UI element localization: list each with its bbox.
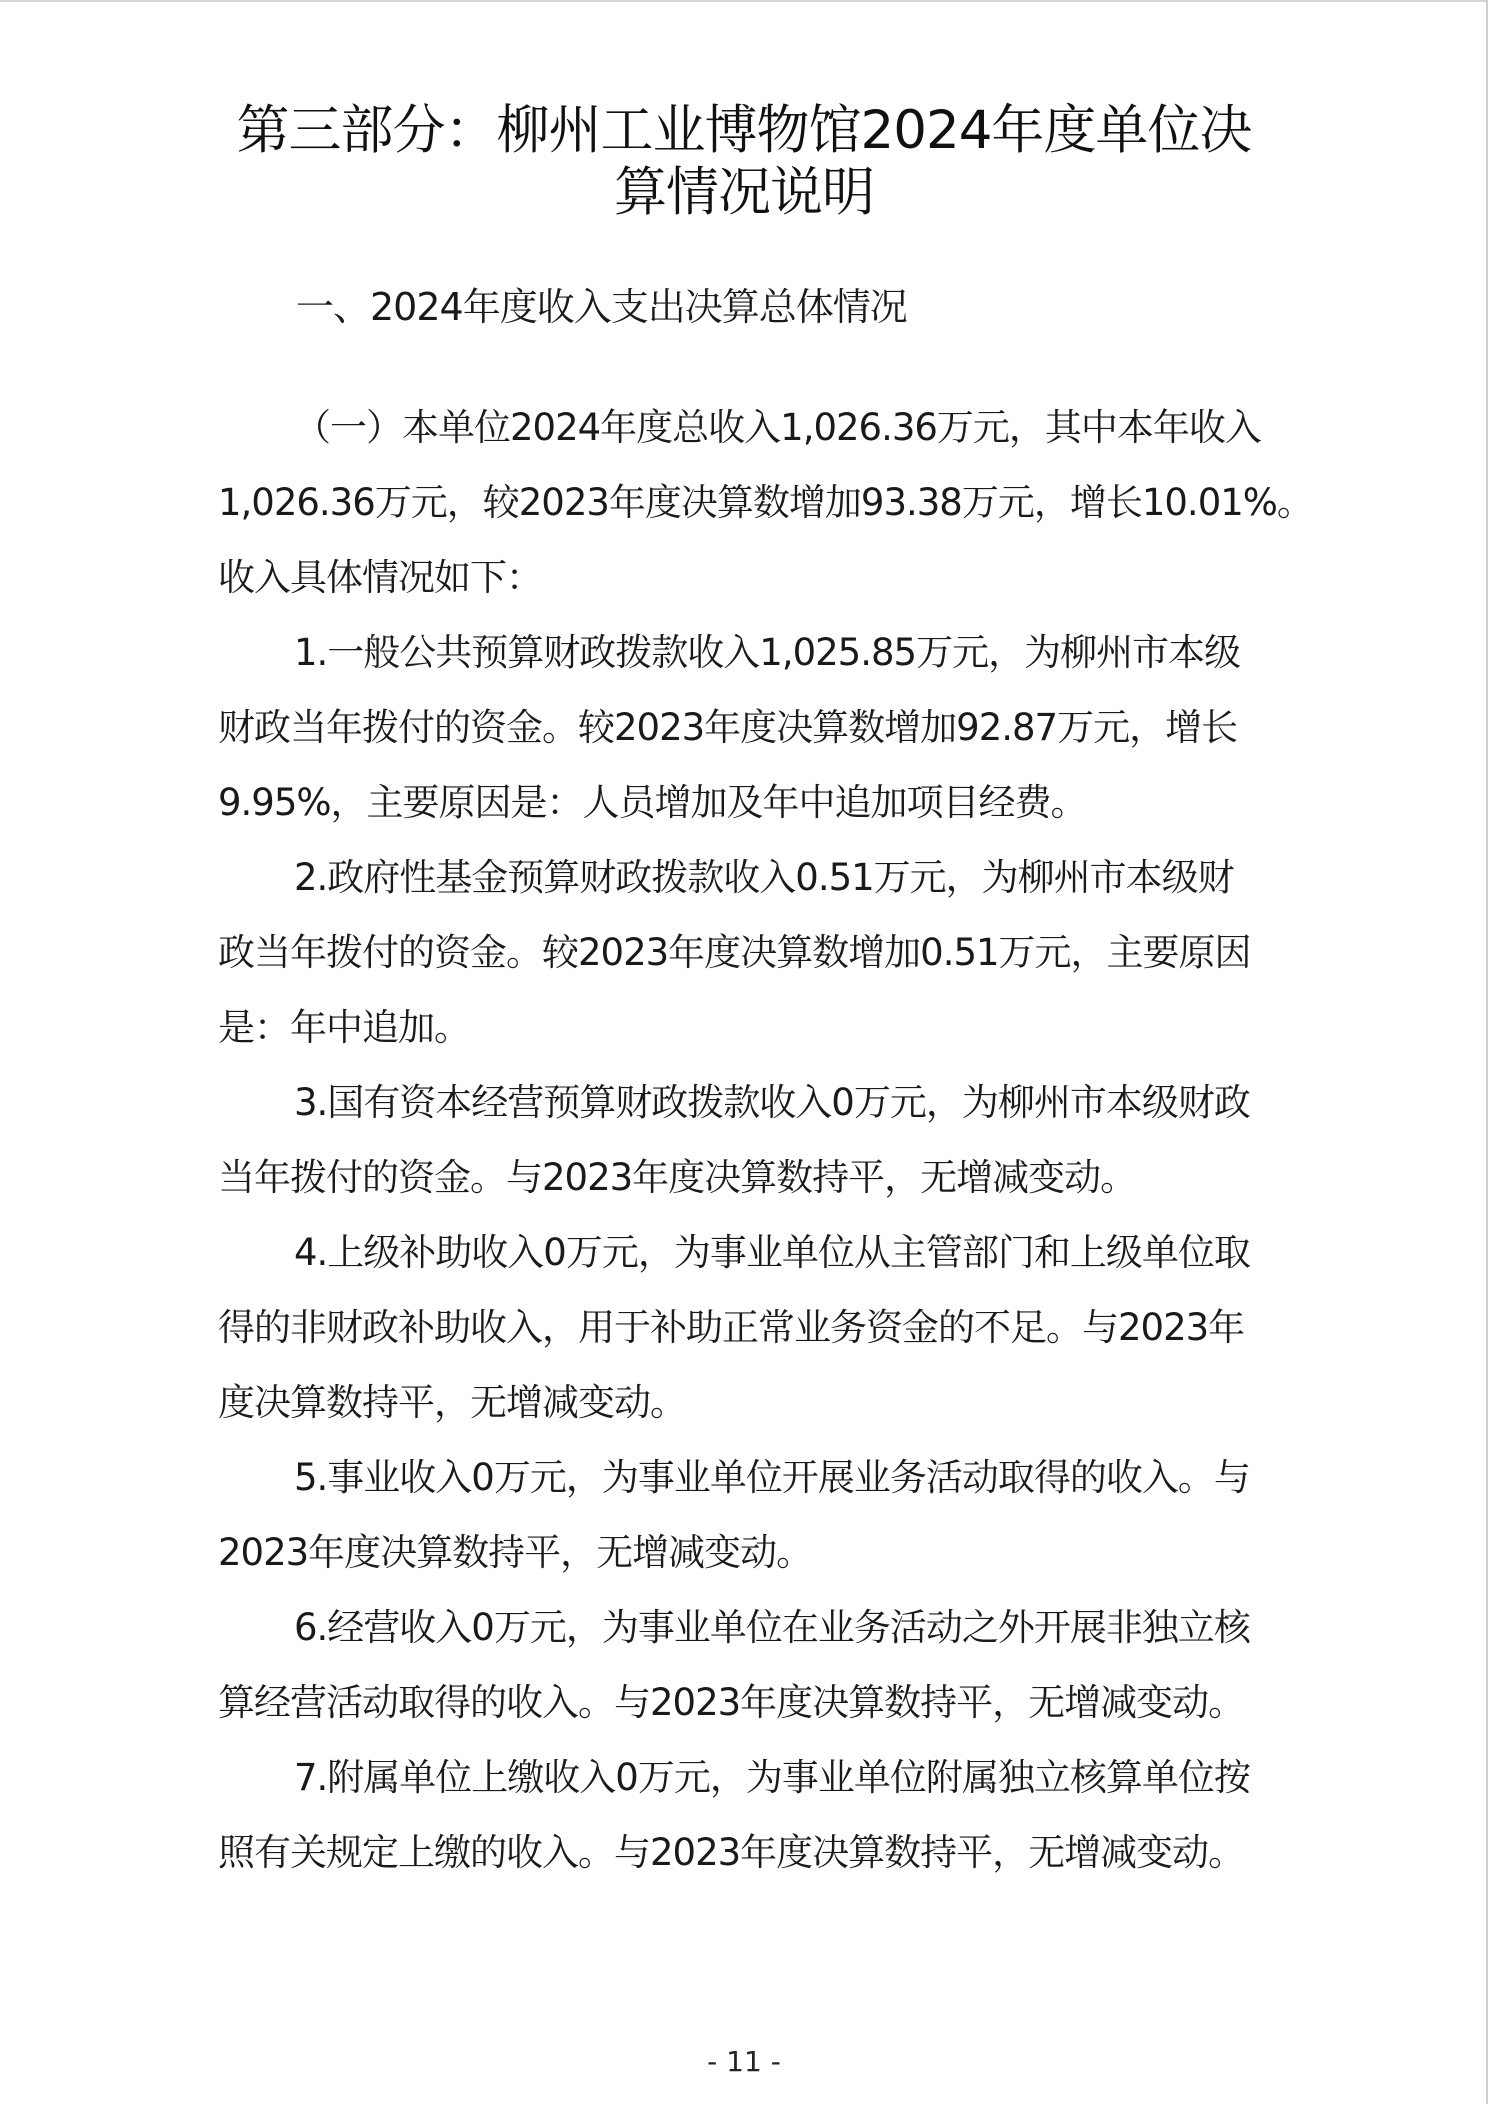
- paragraph: [218, 840, 1288, 1065]
- paragraph-line: 1.一般公共预算财政拨款收入1,025.85万元，为柳州市本级: [294, 631, 1241, 674]
- paragraph-line: 1,026.36万元，较2023年度决算数增加93.38万元，增长10.01%。: [218, 481, 1313, 524]
- paragraph: [218, 1215, 1288, 1440]
- paragraph-line: 4.上级补助收入0万元，为事业单位从主管部门和上级单位取: [294, 1231, 1250, 1274]
- paragraph-line: 得的非财政补助收入，用于补助正常业务资金的不足。与2023年: [218, 1306, 1245, 1349]
- paragraph-line: 5.事业收入0万元，为事业单位开展业务活动取得的收入。与: [294, 1456, 1250, 1499]
- paragraph-line: 收入具体情况如下：: [218, 556, 542, 599]
- paragraph-line: 7.附属单位上缴收入0万元，为事业单位附属独立核算单位按: [294, 1756, 1250, 1799]
- section-heading: 一、2024年度收入支出决算总体情况: [296, 285, 907, 329]
- paragraph-line: 2.政府性基金预算财政拨款收入0.51万元，为柳州市本级财: [294, 856, 1234, 899]
- paragraph: [218, 390, 1313, 615]
- paragraph-line: 2023年度决算数持平，无增减变动。: [218, 1531, 813, 1574]
- paragraph-line: 是：年中追加。: [218, 1006, 470, 1049]
- title-line-1: 第三部分：柳州工业博物馆2024年度单位决: [236, 100, 1252, 161]
- paragraph-line: 算经营活动取得的收入。与2023年度决算数持平，无增减变动。: [218, 1681, 1245, 1724]
- paragraph-line: 财政当年拨付的资金。较2023年度决算数增加92.87万元，增长: [218, 706, 1238, 749]
- paragraph-line: 9.95%，主要原因是：人员增加及年中追加项目经费。: [218, 781, 1087, 824]
- document-title: [200, 100, 1288, 224]
- paragraph: [218, 1440, 1288, 1590]
- page-edge-top: [0, 0, 1488, 2]
- body-text: [218, 390, 1313, 1890]
- paragraph-line: （一）本单位2024年度总收入1,026.36万元，其中本年收入: [294, 406, 1261, 449]
- paragraph-line: 6.经营收入0万元，为事业单位在业务活动之外开展非独立核: [294, 1606, 1250, 1649]
- paragraph-line: 3.国有资本经营预算财政拨款收入0万元，为柳州市本级财政: [294, 1081, 1250, 1124]
- paragraph: [218, 1590, 1288, 1740]
- paragraph-line: 照有关规定上缴的收入。与2023年度决算数持平，无增减变动。: [218, 1831, 1245, 1874]
- paragraph-line: 度决算数持平，无增减变动。: [218, 1381, 686, 1424]
- title-line-2: 算情况说明: [614, 162, 874, 223]
- paragraph: [218, 1740, 1288, 1890]
- paragraph-line: 政当年拨付的资金。较2023年度决算数增加0.51万元，主要原因: [218, 931, 1251, 974]
- page-number: - 11 -: [707, 2045, 781, 2078]
- paragraph: [218, 1065, 1288, 1215]
- paragraph-line: 当年拨付的资金。与2023年度决算数持平，无增减变动。: [218, 1156, 1137, 1199]
- paragraph: [218, 615, 1288, 840]
